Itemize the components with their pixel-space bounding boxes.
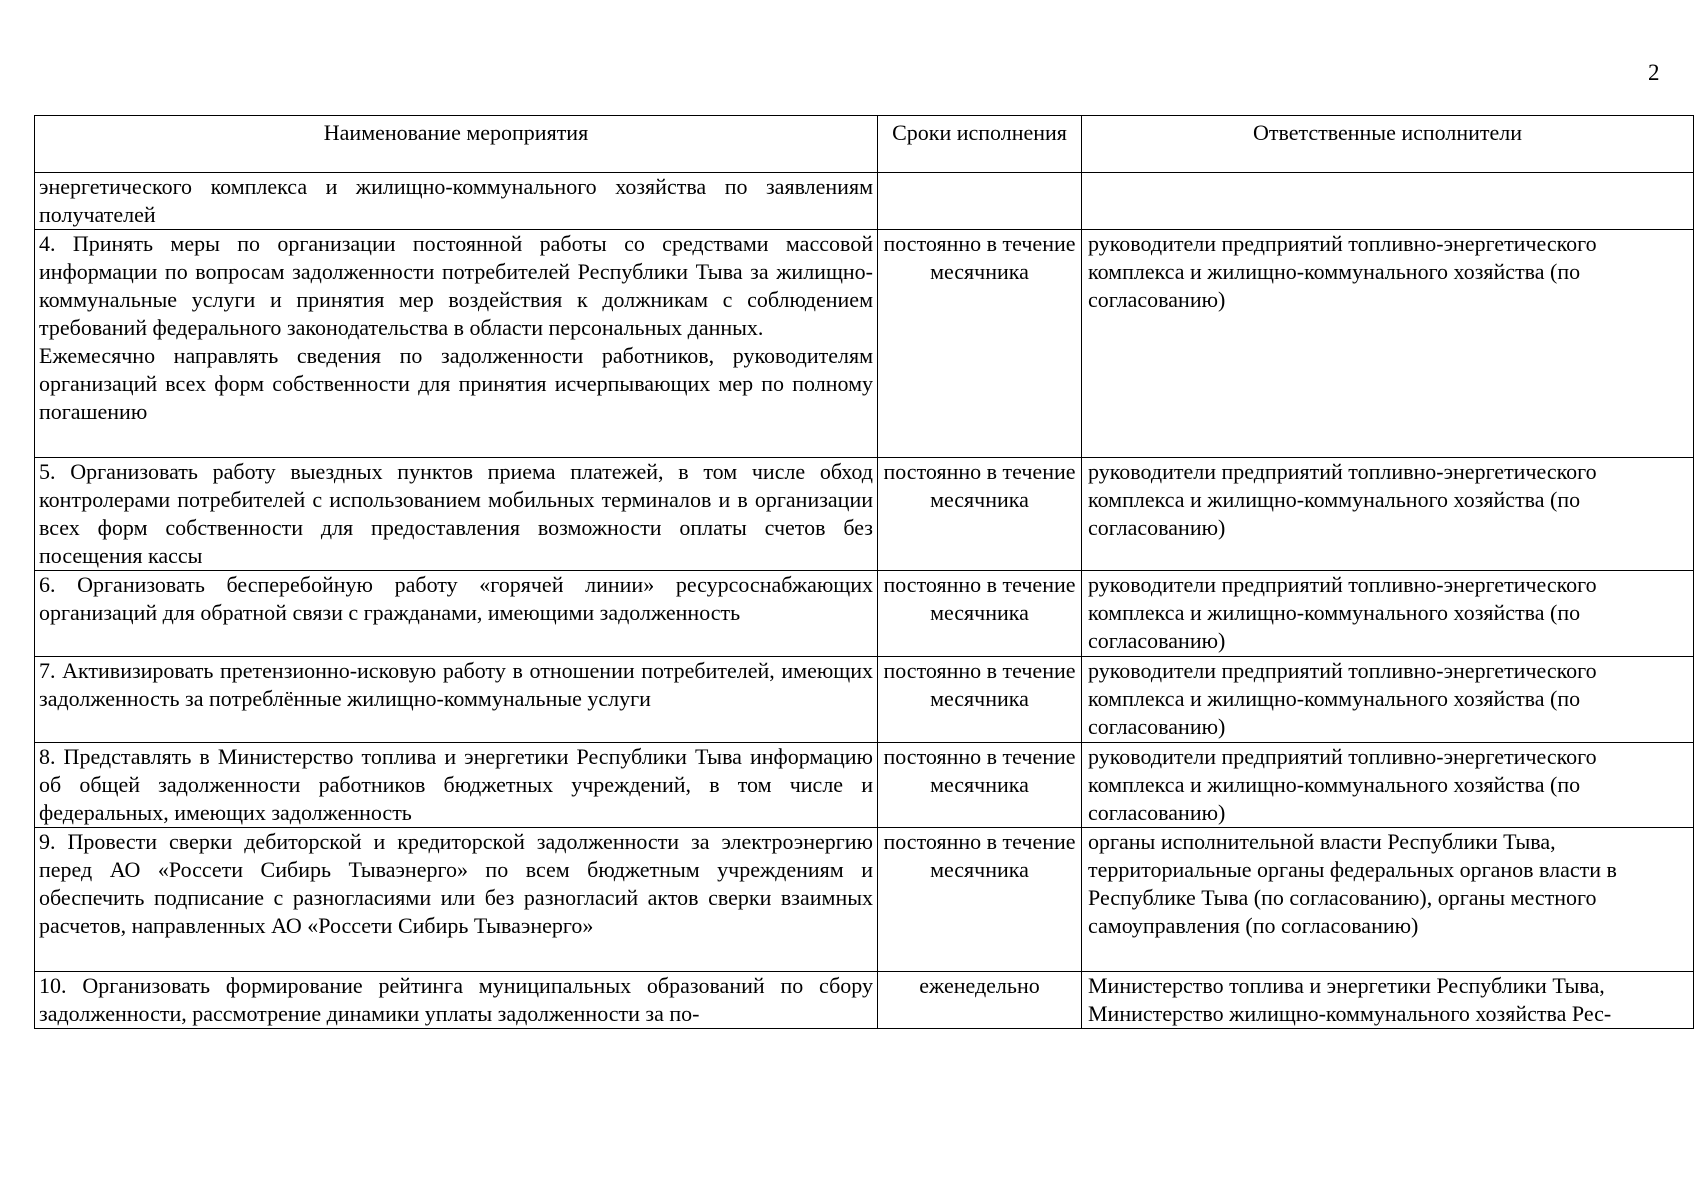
header-responsible: Ответственные исполнители (1082, 116, 1694, 173)
measure-name: 8. Представлять в Министерство топлива и энергетики Республики Тыва информацию об общей задолженности работников бюджетных учреждений, в том числе и федеральных, имеющих задолженность (35, 743, 878, 828)
measure-term: еженедельно (878, 972, 1082, 1029)
table-row (35, 972, 1694, 1029)
table-row (35, 230, 1694, 458)
measure-name: 9. Провести сверки дебиторской и кредиторской задолженности за электроэнергию перед АО «Россети Сибирь Тываэнерго» по всем бюджетным учреждениям и обеспечить подписание с разногласиями или без разногласий актов сверки взаимных расчетов, направленных АО «Россети Сибирь Тываэнерго» (35, 828, 878, 972)
measure-name: 6. Организовать бесперебойную работу «горячей линии» ресурсоснабжающих организаций для обратной связи с гражданами, имеющими задолженность (35, 571, 878, 657)
table-row (35, 743, 1694, 828)
measure-name-cell (35, 230, 878, 458)
header-term: Сроки исполнения (878, 116, 1082, 173)
measure-term: постоянно в течение месячника (878, 230, 1082, 458)
measure-name: 5. Организовать работу выездных пунктов приема платежей, в том числе обход контролерами потребителей с использованием мобильных терминалов и в организации всех форм собственности для предоставления возможности оплаты счетов без посещения кассы (35, 458, 878, 571)
measure-term: постоянно в течение месячника (878, 657, 1082, 743)
measure-responsible: руководители предприятий топливно-энергетического комплекса и жилищно-коммунального хозяйства (по согласованию) (1082, 458, 1694, 571)
measure-name: энергетического комплекса и жилищно-коммунального хозяйства по заявлениям получателей (35, 173, 878, 230)
page-number: 2 (1648, 60, 1660, 85)
measure-term: постоянно в течение месячника (878, 743, 1082, 828)
table-row (35, 458, 1694, 571)
measure-term: постоянно в течение месячника (878, 571, 1082, 657)
table-row (35, 173, 1694, 230)
table-row (35, 657, 1694, 743)
measure-term: постоянно в течение месячника (878, 828, 1082, 972)
measure-responsible: руководители предприятий топливно-энергетического комплекса и жилищно-коммунального хозяйства (по согласованию) (1082, 230, 1694, 458)
measures-table (34, 115, 1694, 1029)
measure-name: 4. Принять меры по организации постоянной работы со средствами массовой информации по вопросам задолженности потребителей Республики Тыва за жилищно-коммунальные услуги и принятия мер воздействия к должникам с соблюдением требований федерального законодательства в области персональных данных. (39, 231, 873, 340)
measure-responsible: руководители предприятий топливно-энергетического комплекса и жилищно-коммунального хозяйства (по согласованию) (1082, 743, 1694, 828)
measure-term (878, 173, 1082, 230)
header-name: Наименование мероприятия (35, 116, 878, 173)
table-row (35, 571, 1694, 657)
measure-responsible: руководители предприятий топливно-энергетического комплекса и жилищно-коммунального хозяйства (по согласованию) (1082, 657, 1694, 743)
table-row (35, 828, 1694, 972)
measure-name-extra: Ежемесячно направлять сведения по задолженности работников, руководителям организаций всех форм собственности для принятия исчерпывающих мер по полному погашению (39, 343, 873, 424)
measure-responsible: органы исполнительной власти Республики Тыва, территориальные органы федеральных органов власти в Республике Тыва (по согласованию), органы местного самоуправления (по согласованию) (1082, 828, 1694, 972)
measure-responsible (1082, 173, 1694, 230)
measure-term: постоянно в течение месячника (878, 458, 1082, 571)
measure-responsible: руководители предприятий топливно-энергетического комплекса и жилищно-коммунального хозяйства (по согласованию) (1082, 571, 1694, 657)
measure-name: 7. Активизировать претензионно-исковую работу в отношении потребителей, имеющих задолженность за потреблённые жилищно-коммунальные услуги (35, 657, 878, 743)
table-header-row (35, 116, 1694, 173)
measure-responsible: Министерство топлива и энергетики Республики Тыва, Министерство жилищно-коммунального хозяйства Рес- (1082, 972, 1694, 1029)
measure-name: 10. Организовать формирование рейтинга муниципальных образований по сбору задолженности, рассмотрение динамики уплаты задолженности за по- (35, 972, 878, 1029)
